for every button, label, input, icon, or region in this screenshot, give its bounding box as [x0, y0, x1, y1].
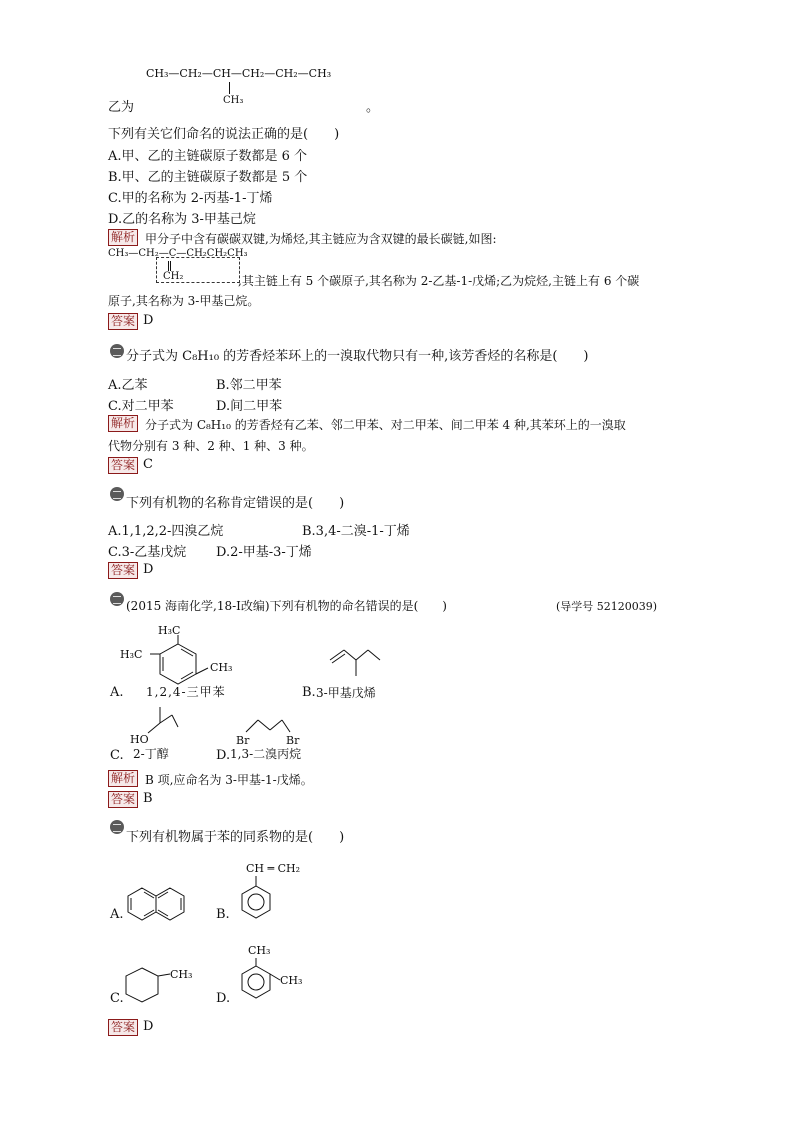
q3-option-d: D.2-甲基-3-丁烯 — [216, 545, 312, 560]
q2-answer: C — [143, 457, 153, 472]
q4-c-ho: HO — [130, 733, 149, 746]
q1-answer-label: 答案 — [108, 313, 138, 330]
q4-reference: (导学号 52120039) — [556, 600, 658, 613]
q1-struct-dashed-box — [156, 257, 240, 283]
q2-option-d: D.间二甲苯 — [216, 399, 283, 414]
q1-option-b: B.甲、乙的主链碳原子数都是 5 个 — [108, 170, 308, 185]
q5-b-vinyl: CH ═ CH₂ — [246, 862, 301, 875]
q5-c-structure — [124, 964, 204, 1006]
q1-struct-branch: CH₂ — [163, 271, 184, 282]
q4-a-name: 1,2,4-三甲苯 — [146, 685, 226, 699]
q4-c-letter: C. — [110, 748, 124, 763]
q2-stem: 分子式为 C₈H₁₀ 的芳香烃苯环上的一溴取代物只有一种,该芳香烃的名称是( ) — [126, 349, 589, 364]
q3-option-b: B.3,4-二溴-1-丁烯 — [302, 524, 410, 539]
q4-c-structure — [130, 705, 190, 745]
q1-analysis-label: 解析 — [108, 229, 138, 246]
q5-d-structure — [236, 942, 316, 1006]
q1-analysis-line3: 原子,其名称为 3-甲基己烷。 — [108, 294, 260, 308]
q3-answer-label: 答案 — [108, 562, 138, 579]
formula-end: 。 — [366, 100, 380, 115]
formula-bond — [229, 82, 230, 94]
q2-answer-label: 答案 — [108, 457, 138, 474]
q5-b-letter: B. — [216, 907, 230, 922]
q4-answer-label: 答案 — [108, 791, 138, 808]
q3-stem: 下列有机物的名称肯定错误的是( ) — [126, 496, 345, 511]
q1-analysis-line1: 甲分子中含有碳碳双键,为烯烃,其主链应为含双键的最长碳链,如图: — [145, 232, 497, 246]
q5-d-letter: D. — [216, 991, 231, 1006]
formula-prefix: 乙为 — [108, 100, 135, 115]
q4-answer: B — [143, 791, 153, 806]
q5-c-letter: C. — [110, 991, 124, 1006]
question-icon — [110, 820, 124, 834]
q4-b-letter: B. — [302, 685, 316, 700]
q5-answer-label: 答案 — [108, 1019, 138, 1036]
q5-b-structure — [240, 860, 320, 924]
q5-a-letter: A. — [110, 907, 124, 922]
q1-analysis-line2: ,其主链上有 5 个碳原子,其名称为 2-乙基-1-戊烯;乙为烷烃,主链上有 6 个碳 — [238, 274, 640, 288]
question-icon — [110, 344, 124, 358]
q5-d-ch3-right: CH₃ — [280, 974, 303, 987]
q2-option-c: C.对二甲苯 — [108, 399, 174, 414]
q3-option-a: A.1,1,2,2-四溴乙烷 — [108, 524, 224, 539]
formula-chain: CH₃—CH₂—CH—CH₂—CH₂—CH₃ — [146, 67, 332, 80]
q3-answer: D — [143, 562, 154, 577]
q5-a-structure — [128, 886, 188, 922]
q1-option-a: A.甲、乙的主链碳原子数都是 6 个 — [108, 149, 308, 164]
q1-struct-main: CH₃—CH₂—C—CH₂CH₂CH₃ — [108, 248, 248, 259]
q1-stem: 下列有关它们命名的说法正确的是( ) — [108, 127, 340, 142]
q2-analysis-line1: 分子式为 C₈H₁₀ 的芳香烃有乙苯、邻二甲苯、对二甲苯、间二甲苯 4 种,其苯环上的一溴取 — [145, 418, 626, 432]
q4-a-label-left: H₃C — [120, 648, 143, 661]
formula-branch: CH₃ — [223, 95, 244, 106]
q4-analysis-line1: B 项,应命名为 3-甲基-1-戊烯。 — [145, 773, 313, 787]
q1-option-c: C.甲的名称为 2-丙基-1-丁烯 — [108, 191, 273, 206]
q2-option-b: B.邻二甲苯 — [216, 378, 282, 393]
q2-option-a: A.乙苯 — [108, 378, 148, 393]
q2-analysis-line2: 代物分别有 3 种、2 种、1 种、3 种。 — [108, 439, 314, 453]
q4-a-label-right: CH₃ — [210, 661, 233, 674]
q4-b-name: 3-甲基戊烯 — [316, 686, 376, 700]
q4-b-structure — [328, 648, 388, 683]
q1-answer: D — [143, 313, 154, 328]
q4-c-name: 2-丁醇 — [133, 747, 169, 761]
question-icon — [110, 487, 124, 501]
question-icon — [110, 592, 124, 606]
q4-d-br2: Br — [286, 734, 300, 747]
q1-option-d: D.乙的名称为 3-甲基己烷 — [108, 212, 256, 227]
q5-d-ch3-top: CH₃ — [248, 944, 271, 957]
q4-a-letter: A. — [110, 685, 124, 700]
q4-d-name: 1,3-二溴丙烷 — [230, 747, 302, 761]
q3-option-c: C.3-乙基戊烷 — [108, 545, 187, 560]
q5-stem: 下列有机物属于苯的同系物的是( ) — [126, 830, 345, 845]
q4-analysis-label: 解析 — [108, 770, 138, 787]
q4-d-letter: D. — [216, 748, 231, 763]
q5-c-ch3: CH₃ — [170, 968, 193, 981]
q4-stem: (2015 海南化学,18-Ⅰ改编)下列有机物的命名错误的是( ) — [126, 599, 447, 613]
q2-analysis-label: 解析 — [108, 415, 138, 432]
q4-a-label-top: H₃C — [158, 624, 181, 637]
q4-d-br1: Br — [236, 734, 250, 747]
q4-d-structure — [236, 712, 316, 747]
q5-answer: D — [143, 1019, 154, 1034]
